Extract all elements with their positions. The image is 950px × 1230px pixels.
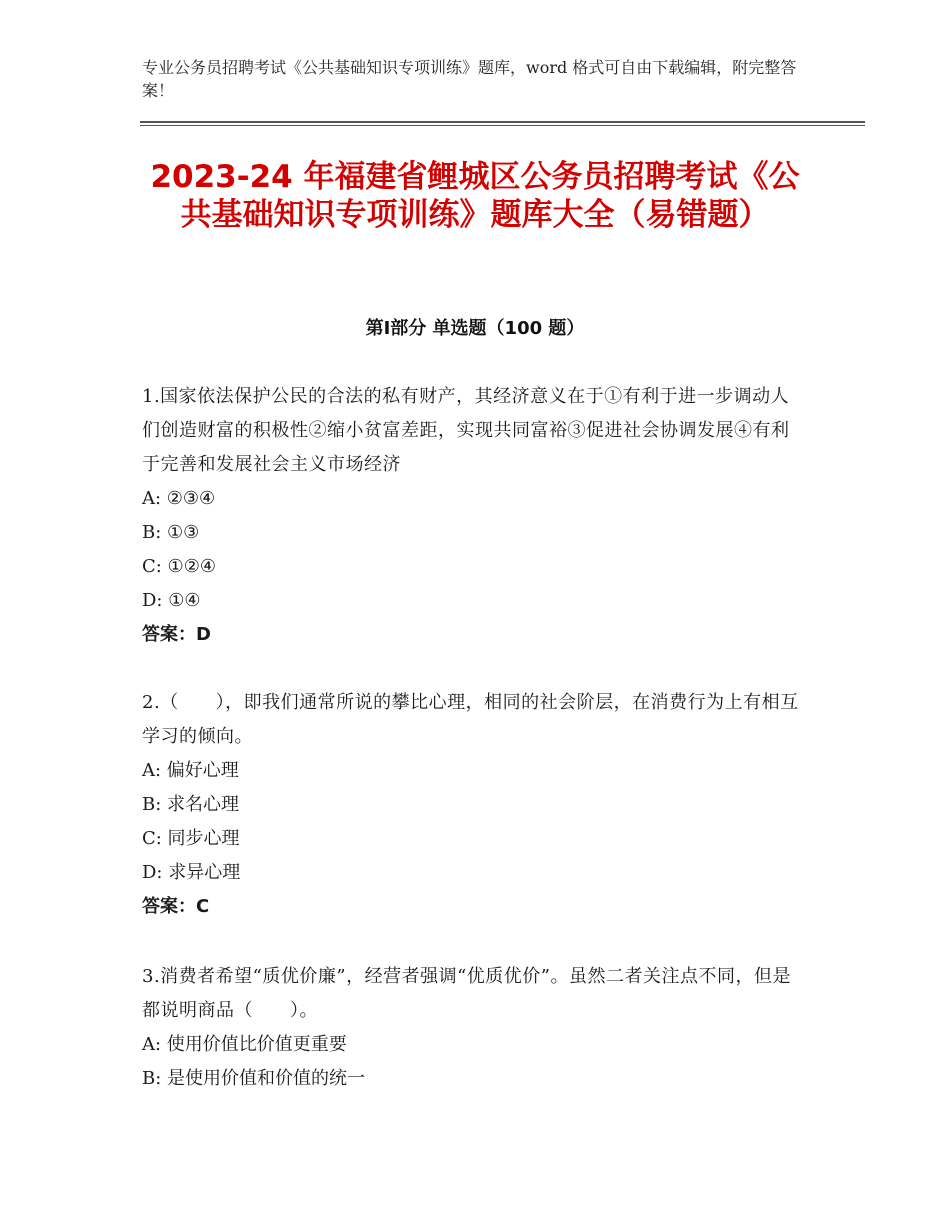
- option-d: D: ①④: [142, 590, 201, 611]
- question-2: [142, 686, 802, 924]
- document-title: 2023-24 年福建省鲤城区公务员招聘考试《公共基础知识专项训练》题库大全（易错题）: [150, 159, 800, 233]
- option-a: A: ②③④: [142, 488, 216, 509]
- answer: 答案：D: [142, 624, 211, 645]
- option-b: B: 求名心理: [142, 794, 240, 815]
- option-b: B: ①③: [142, 522, 200, 543]
- question-1: [142, 380, 802, 652]
- option-c: C: 同步心理: [142, 828, 240, 849]
- header-divider-thin: [140, 125, 865, 126]
- question-3: [142, 960, 802, 1096]
- option-a: A: 使用价值比价值更重要: [142, 1034, 347, 1055]
- question-stem: 1.国家依法保护公民的合法的私有财产，其经济意义在于①有利于进一步调动人们创造财富的积极性②缩小贫富差距，实现共同富裕③促进社会协调发展④有利于完善和发展社会主义市场经济: [142, 386, 790, 475]
- question-stem: 2.（ ），即我们通常所说的攀比心理，相同的社会阶层，在消费行为上有相互学习的倾向。: [142, 692, 799, 747]
- answer: 答案：C: [142, 896, 210, 917]
- header-divider: [140, 121, 865, 123]
- option-d: D: 求异心理: [142, 862, 241, 883]
- header-note: 专业公务员招聘考试《公共基础知识专项训练》题库，word 格式可自由下载编辑，附完整答案！: [142, 58, 797, 100]
- option-a: A: 偏好心理: [142, 760, 239, 781]
- section-heading: 第Ⅰ部分 单选题（100 题）: [365, 318, 585, 339]
- question-stem: 3.消费者希望“质优价廉”，经营者强调“优质优价”。虽然二者关注点不同，但是都说明商品（ ）。: [142, 966, 791, 1021]
- option-c: C: ①②④: [142, 556, 216, 577]
- option-b: B: 是使用价值和价值的统一: [142, 1068, 366, 1089]
